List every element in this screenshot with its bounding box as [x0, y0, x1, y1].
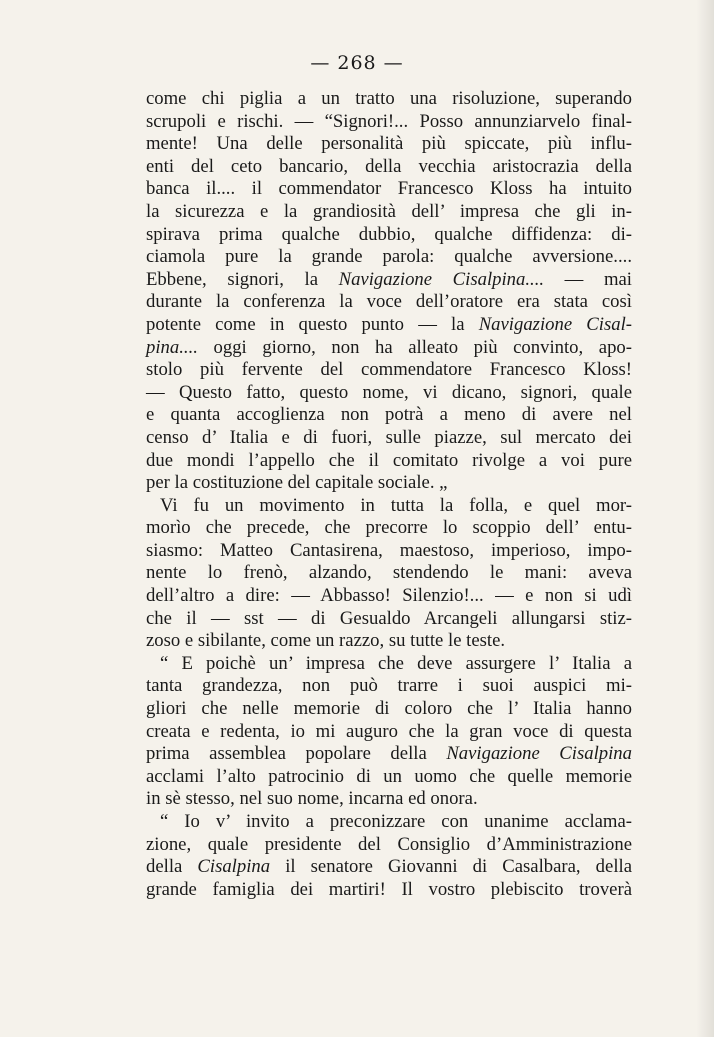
text-line [146, 382, 632, 405]
text-line [146, 834, 632, 857]
text-segment: per la costituzione del capitale sociale. „ [146, 472, 448, 494]
text-line [146, 359, 632, 382]
text-segment: ciamola pure la grande parola: qualche avversione.... [146, 246, 632, 268]
italic-text: Cisalpina [197, 856, 271, 878]
text-line [146, 111, 632, 134]
text-line [146, 698, 632, 721]
text-segment: morìo che precede, che precorre lo scoppio dell’ entu- [146, 517, 632, 539]
text-line [146, 788, 632, 811]
italic-text: Navigazione Cisalpina [446, 743, 632, 765]
text-segment: siasmo: Matteo Cantasirena, maestoso, imperioso, impo- [146, 539, 632, 561]
text-line [146, 540, 632, 563]
text-line [146, 133, 632, 156]
text-segment: zoso e sibilante, come un razzo, su tutte le teste. [146, 630, 506, 652]
text-line [146, 201, 632, 224]
text-line [146, 766, 632, 789]
text-line [146, 743, 632, 766]
text-line [146, 472, 632, 495]
text-segment: Vi fu un movimento in tutta la folla, e quel mor- [160, 494, 632, 516]
text-line [146, 630, 632, 653]
text-segment: prima assemblea popolare della [146, 743, 447, 765]
text-line [146, 856, 632, 879]
text-segment: spirava prima qualche dubbio, qualche diffidenza: di- [146, 223, 632, 245]
text-segment: durante la conferenza la voce dell’oratore era stata così [146, 291, 632, 313]
text-segment: nente lo frenò, alzando, stendendo le mani: aveva [146, 562, 632, 584]
text-line [146, 269, 632, 292]
body-text [146, 88, 632, 901]
text-segment: censo d’ Italia e di fuori, sulle piazze, sul mercato dei [146, 426, 632, 448]
text-segment: la sicurezza e la grandiosità dell’ impresa che gli in- [146, 200, 632, 222]
text-segment: enti del ceto bancario, della vecchia aristocrazia della [146, 155, 632, 177]
text-line [146, 337, 632, 360]
text-segment: Ebbene, signori, la [146, 268, 339, 290]
text-segment: della [146, 856, 198, 878]
text-line [146, 404, 632, 427]
text-line [146, 224, 632, 247]
text-segment: come chi piglia a un tratto una risoluzione, superando [146, 88, 632, 109]
italic-text: Navigazione Cisalpina.... [338, 268, 545, 290]
text-segment: banca il.... il commendator Francesco Kloss ha intuito [146, 178, 632, 200]
text-line [146, 585, 632, 608]
text-line [146, 156, 632, 179]
page-number: — 268 — [310, 52, 404, 74]
text-line [146, 450, 632, 473]
text-line [146, 88, 632, 111]
italic-text: Navigazione Cisal- [478, 313, 632, 335]
text-line [146, 427, 632, 450]
text-segment: due mondi l’appello che il comitato rivolge a voi pure [146, 449, 632, 471]
text-segment: in sè stesso, nel suo nome, incarna ed onora. [146, 788, 478, 810]
text-segment: acclami l’alto patrocinio di un uomo che quelle memorie [146, 765, 632, 787]
text-line [146, 517, 632, 540]
text-segment: potente come in questo punto — la [146, 313, 479, 335]
text-segment: il senatore Giovanni di Casalbara, della [270, 856, 632, 878]
page-edge-shadow [696, 0, 714, 1037]
text-segment: grande famiglia dei martiri! Il vostro plebiscito troverà [146, 878, 632, 900]
text-line [146, 653, 632, 676]
text-segment: — mai [544, 268, 632, 290]
text-segment: scrupoli e rischi. — “Signori!... Posso annunziarvelo final- [146, 110, 632, 132]
text-line [146, 811, 632, 834]
text-line [146, 721, 632, 744]
text-segment: oggi giorno, non ha alleato più convinto, apo- [197, 336, 632, 358]
text-segment: dell’altro a dire: — Abbasso! Silenzio!... — e non si udì [146, 585, 632, 607]
text-segment: mente! Una delle personalità più spiccate, più influ- [146, 133, 632, 155]
text-line [146, 314, 632, 337]
text-line [146, 879, 632, 902]
text-line [146, 495, 632, 518]
text-line [146, 178, 632, 201]
text-segment: stolo più fervente del commendatore Francesco Kloss! [146, 359, 632, 381]
text-segment: zione, quale presidente del Consiglio d’Amministrazione [146, 833, 632, 855]
text-segment: tanta grandezza, non può trarre i suoi auspici mi- [146, 675, 632, 697]
text-segment: — Questo fatto, questo nome, vi dicano, signori, quale [146, 381, 632, 403]
text-line [146, 562, 632, 585]
text-segment: che il — sst — di Gesualdo Arcangeli allungarsi stiz- [146, 607, 632, 629]
text-segment: gliori che nelle memorie di coloro che l’ Italia hanno [146, 698, 632, 720]
text-line [146, 246, 632, 269]
text-line [146, 675, 632, 698]
text-segment: “ Io v’ invito a preconizzare con unanime acclama- [160, 811, 632, 832]
text-line [146, 291, 632, 314]
text-segment: “ E poichè un’ impresa che deve assurgere l’ Italia a [160, 652, 632, 674]
text-segment: creata e redenta, io mi auguro che la gran voce di questa [146, 720, 632, 742]
text-line [146, 608, 632, 631]
italic-text: pina.... [146, 336, 198, 358]
text-segment: e quanta accoglienza non potrà a meno di avere nel [146, 404, 632, 426]
